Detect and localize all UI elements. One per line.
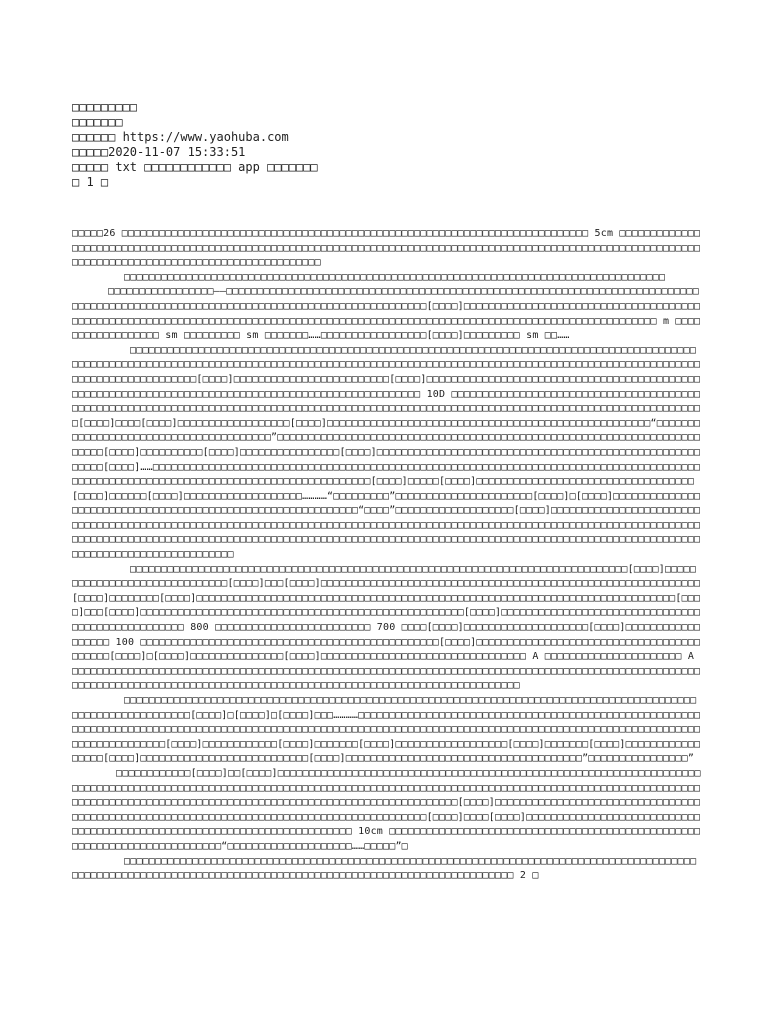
paragraph-3: □□□□□□□□□□□□□□□□□——□□□□□□□□□□□□□□□□□□□□□□□□□□□□□□□□□□□□□□□□□□□□□□□□□□□□□□□□□□□□□□□□□□□□□□□□□□□□□□□□□□□□□□□□□□□□□□□□□□□□□□□□□□□□□□□□□□□□□□□□□□□□□□□□□□□□□[□□□□]□□□□□□□□□□□□□□□□□□□□□□□□□□□□□□□□□□□□□□□□□□□□□□□□□□□□□□□□□□□□□□□□□□□□□□□□□□□□□□□□□□□□□□□□□□□□□□□□□□□□□□□□□□□□□□□□□□□□□□□□□□□□□□□□□□□□ m □□□□□□□□□□□□□□□□□□ sm □□□□□□□□□ sm □□□□□□□……□□□□□□□□□□□□□□□□□[□□□□]□□□□□□□□□ sm □□……: [72, 286, 701, 342]
body-text: [72, 227, 702, 884]
meta-notice-line: □□□□□ txt □□□□□□□□□□□□ app □□□□□□□: [72, 160, 318, 174]
metadata-header: [72, 100, 702, 190]
meta-title-line: □□□□□□□□□: [72, 100, 138, 114]
document-page: [72, 100, 702, 884]
meta-date-line: □□□□□2020-11-07 15:33:51: [72, 145, 246, 159]
paragraph-8: □□□□□□□□□□□□□□□□□□□□□□□□□□□□□□□□□□□□□□□□□□□□□□□□□□□□□□□□□□□□□□□□□□□□□□□□□□□□□□□□□□□□□□□□□□□□□□□□□□□□□□□□□□□□□□□□□□□□□□□□□□□□□□□□□□□□□□□□□□□□□□□□□□□□□□□□□□□□□□□□□□□ 2 □: [72, 855, 697, 882]
meta-source-url-line: □□□□□□ https://www.yaohuba.com: [72, 130, 289, 144]
paragraph-4: □□□□□□□□□□□□□□□□□□□□□□□□□□□□□□□□□□□□□□□□□□□□□□□□□□□□□□□□□□□□□□□□□□□□□□□□□□□□□□□□□□□□□□□□□□□□□□□□□□□□□□□□□□□□□□□□□□□□□□□□□□□□□□□□□□□□□□□□□□□□□□□□□□□□□□□□□□□□□□□□□□□□□□□□□□□□□□□□□□□□□□□□□□□□□□□□□□□□□□□□□□□□□□□□□□□□[□□□□]□□□□□□□□□□□□□□□□□□□□□□□□□[□□□□]□□□□□□□□□□□□□□□□□□□□□□□□□□□□□□□□□□□□□□□□□□□□□□□□□□□□□□□□□□□□□□□□□□□□□□□□□□□□□□□□□□□□□□□□□□□□□□□□□□□□ 10D □□□□□□□□□□□□□□□□□□□□□□□□□□□□□□□□□□□□□□□□□□□□□□□□□□□□□□□□□□□□□□□□□□□□□□□□□□□□□□□□□□□□□□□□□□□□□□□□□□□□□□□□□□□□□□□□□□□□□□□□□□□□□□□□□□□□□□□□□□□□□□[□□□□]□□□□[□□□□]□□□□□□□□□□□□□□□□□□[□□□□]□□□□□□□□□□□□□□□□□□□□□□□□□□□□□□□□□□□□□□□□□□□□□□□□□□□□“□□□□□□□□□□□□□□□□□□□□□□□□□□□□□□□□□□□□□□□”□□□□□□□□□□□□□□□□□□□□□□□□□□□□□□□□□□□□□□□□□□□□□□□□□□□□□□□□□□□□□□□□□□□□□□□□□[□□□□]□□□□□□□□□□[□□□□]□□□□□□□□□□□□□□□□[□□□□]□□□□□□□□□□□□□□□□□□□□□□□□□□□□□□□□□□□□□□□□□□□□□□□□□□□□□□□□□[□□□□]……□□□□□□□□□□□□□□□□□□□□□□□□□□□□□□□□□□□□□□□□□□□□□□□□□□□□□□□□□□□□□□□□□□□□□□□□□□□□□□□□□□□□□□□□□□□□□□□□□□□□□□□□□□□□□□□□□□□□□□□□□□□□□□□□□□□□□□□□[□□□□]□□□□□[□□□□]□□□□□□□□□□□□□□□□□□□□□□□□□□□□□□□□□□□[□□□□]□□□□□□[□□□□]□□□□□□□□□□□□□□□□□□□…………“□□□□□□□□□”□□□□□□□□□□□□□□□□□□□□□□[□□□□]□[□□□□]□□□□□□□□□□□□□□□□□□□□□□□□□□□□□□□□□□□□□□□□□□□□□□□□□□□□□□□□□□□□“□□□□”□□□□□□□□□□□□□□□□□□□[□□□□]□□□□□□□□□□□□□□□□□□□□□□□□□□□□□□□□□□□□□□□□□□□□□□□□□□□□□□□□□□□□□□□□□□□□□□□□□□□□□□□□□□□□□□□□□□□□□□□□□□□□□□□□□□□□□□□□□□□□□□□□□□□□□□□□□□□□□□□□□□□□□□□□□□□□□□□□□□□□□□□□□□□□□□□□□□□□□□□□□□□□□□□□□□□□□□□□□□□□□□□□□□□□□□□□□□□□□□□□□□□□□□□□□□□□□□□□□□□□□□□□□□□□□□□□□□□□: [72, 344, 701, 561]
paragraph-5: □□□□□□□□□□□□□□□□□□□□□□□□□□□□□□□□□□□□□□□□□□□□□□□□□□□□□□□□□□□□□□□□□□□□□□□□□□□□□□□□[□□□□]□□□□□□□□□□□□□□□□□□□□□□□□□□□□□□[□□□□]□□□[□□□□]□□□□□□□□□□□□□□□□□□□□□□□□□□□□□□□□□□□□□□□□□□□□□□□□□□□□□□□□□□□□□[□□□□]□□□□□□□□[□□□□]□□□□□□□□□□□□□□□□□□□□□□□□□□□□□□□□□□□□□□□□□□□□□□□□□□□□□□□□□□□□□□□□□□□□□□□□□□□□□[□□□□]□□□[□□□□]□□□□□□□□□□□□□□□□□□□□□□□□□□□□□□□□□□□□□□□□□□□□□□□□□□□□[□□□□]□□□□□□□□□□□□□□□□□□□□□□□□□□□□□□□□□□□□□□□□□□□□□□□□□□ 800 □□□□□□□□□□□□□□□□□□□□□□□□□ 700 □□□□[□□□□]□□□□□□□□□□□□□□□□□□□□[□□□□]□□□□□□□□□□□□□□□□□□ 100 □□□□□□□□□□□□□□□□□□□□□□□□□□□□□□□□□□□□□□□□□□□□□□□□[□□□□]□□□□□□□□□□□□□□□□□□□□□□□□□□□□□□□□□□□□□□□□□□[□□□□]□[□□□□]□□□□□□□□□□□□□□□[□□□□]□□□□□□□□□□□□□□□□□□□□□□□□□□□□□□□□□ A □□□□□□□□□□□□□□□□□□□□□□ A □□□□□□□□□□□□□□□□□□□□□□□□□□□□□□□□□□□□□□□□□□□□□□□□□□□□□□□□□□□□□□□□□□□□□□□□□□□□□□□□□□□□□□□□□□□□□□□□□□□□□□□□□□□□□□□□□□□□□□□□□□□□□□□□□□□□□□□□□□□□□□□□□□□□□□□□□□□□□□□□□□□□□□□□□□□□□: [72, 563, 701, 692]
paragraph-7: □□□□□□□□□□□□[□□□□]□□[□□□□]□□□□□□□□□□□□□□□□□□□□□□□□□□□□□□□□□□□□□□□□□□□□□□□□□□□□□□□□□□□□□□□□□□□□□□□□□□□□□□□□□□□□□□□□□□□□□□□□□□□□□□□□□□□□□□□□□□□□□□□□□□□□□□□□□□□□□□□□□□□□□□□□□□□□□□□□□□□□□□□□□□□□□□□□□□□□□□□□□□□□□□□□□□□□□□□□□□□□□□□□□□□□□□□□□□□□□□□□□□□□□□□□□□□□□□□[□□□□]□□□□□□□□□□□□□□□□□□□□□□□□□□□□□□□□□□□□□□□□□□□□□□□□□□□□□□□□□□□□□□□□□□□□□□□□□□□□□□□□□□□□□□□□□□[□□□□]□□□□[□□□□]□□□□□□□□□□□□□□□□□□□□□□□□□□□□□□□□□□□□□□□□□□□□□□□□□□□□□□□□□□□□□□□□□□□□□□□□□ 10cm □□□□□□□□□□□□□□□□□□□□□□□□□□□□□□□□□□□□□□□□□□□□□□□□□□□□□□□□□□□□□□□□□□□□□□□□□□“□□□□□□□□□□□□□□□□□□□□……□□□□□”□: [72, 767, 701, 852]
paragraph-1: □□□□□26 □□□□□□□□□□□□□□□□□□□□□□□□□□□□□□□□□□□□□□□□□□□□□□□□□□□□□□□□□□□□□□□□□□□□□□□□□□□ 5cm □□□□□□□□□□□□□□□□□□□□□□□□□□□□□□□□□□□□□□□□□□□□□□□□□□□□□□□□□□□□□□□□□□□□□□□□□□□□□□□□□□□□□□□□□□□□□□□□□□□□□□□□□□□□□□□□□□□□□□□□□□□□□□□□□□□□□□□□□□□□□□□□□□□□□□□□□□: [72, 228, 701, 269]
paragraph-2: □□□□□□□□□□□□□□□□□□□□□□□□□□□□□□□□□□□□□□□□□□□□□□□□□□□□□□□□□□□□□□□□□□□□□□□□□□□□□□□□□□□□□□□: [124, 271, 666, 283]
meta-chapter-line: □ 1 □: [72, 175, 109, 189]
meta-author-line: □□□□□□□: [72, 115, 123, 129]
paragraph-6: □□□□□□□□□□□□□□□□□□□□□□□□□□□□□□□□□□□□□□□□□□□□□□□□□□□□□□□□□□□□□□□□□□□□□□□□□□□□□□□□□□□□□□□□□□□□□□□□□□□□□□□□□□□□□□□[□□□□]□[□□□□]□[□□□□]□□□…………□□□□□□□□□□□□□□□□□□□□□□□□□□□□□□□□□□□□□□□□□□□□□□□□□□□□□□□□□□□□□□□□□□□□□□□□□□□□□□□□□□□□□□□□□□□□□□□□□□□□□□□□□□□□□□□□□□□□□□□□□□□□□□□□□□□□□□□□□□□□□□□□□□□□□□□□□□□□□□□□□□□□□□□□□□□[□□□□]□□□□□□□□□□□□[□□□□]□□□□□□□[□□□□]□□□□□□□□□□□□□□□□□□[□□□□]□□□□□□□[□□□□]□□□□□□□□□□□□□□□□□[□□□□]□□□□□□□□□□□□□□□□□□□□□□□□□□□[□□□□]□□□□□□□□□□□□□□□□□□□□□□□□□□□□□□□□□□□□□□”□□□□□□□□□□□□□□□□”: [72, 695, 701, 765]
